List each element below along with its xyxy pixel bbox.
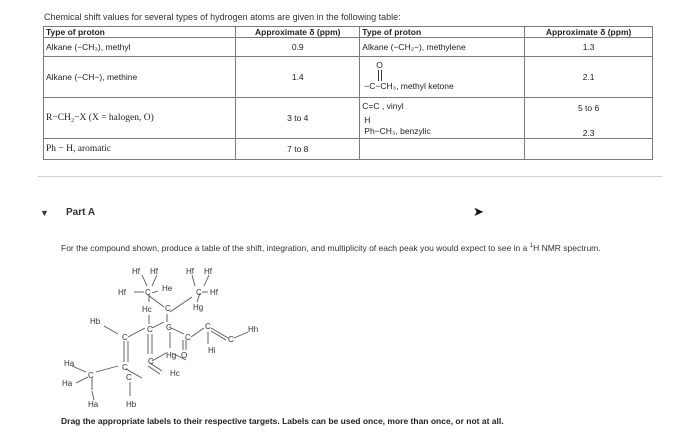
table-row [44,139,653,160]
table-header-row [44,27,653,38]
label-carbon: C [148,357,154,366]
carbonyl-double-bond [378,70,382,81]
label-hf: Hf [186,267,194,276]
benzylic-label: Ph−CH₃, benzylic [364,126,431,136]
label-ha: Ha [64,359,75,368]
cell-empty [360,139,525,160]
label-hg: Hg [193,303,204,312]
label-carbon: C [122,333,128,342]
label-carbon: C [196,288,202,297]
label-carbon: C [185,333,191,342]
cell-shift: 7 to 8 [236,139,360,160]
label-carbon: C [147,325,153,334]
vinyl-label: C=C , vinyl [362,101,404,111]
label-carbon: C [126,373,132,382]
chemical-shift-table [43,26,653,160]
prompt-superscript: 1 [529,243,534,250]
cell-shift: 2.1 [525,57,653,98]
drag-instruction: Drag the appropriate labels to their respective targets. Labels can be used once, more than once, or not at all. [61,416,504,426]
cell-type-vinyl-benzylic [360,98,525,139]
label-hf: Hf [150,267,158,276]
table-intro-text: Chemical shift values for several types of hydrogen atoms are given in the following table: [44,12,401,22]
label-hf: Hf [210,288,218,297]
cell-type: R−CH₂−X (X = halogen, O) [44,98,236,139]
label-he: He [162,284,173,293]
cell-shift-vinyl-benzylic [525,98,653,139]
section-divider [38,176,662,177]
header-approx-shift-1: Approximate δ (ppm) [236,27,360,38]
cell-type: Alkane (−CH−), methine [44,57,236,98]
prompt-text-after: H NMR spectrum. [533,243,601,253]
label-hb: Hb [126,400,137,409]
table-row [44,38,653,57]
label-carbon: C [166,323,172,332]
label-carbon: C [88,371,94,380]
table-row [44,98,653,139]
vinyl-shift: 5 to 6 [577,103,600,113]
vinyl-h-label: H [364,115,371,125]
question-prompt [61,243,601,253]
prompt-text-before: For the compound shown, produce a table of the shift, integration, and multiplicity of each peak you would expect to see in a [61,243,530,253]
collapse-caret-icon[interactable]: ▼ [40,208,49,218]
label-hf: Hf [132,267,140,276]
table-row [44,57,653,98]
header-type-of-proton-1: Type of proton [44,27,236,38]
label-hf: Hf [118,288,126,297]
label-carbon: C [228,335,234,344]
label-hi: Hi [208,346,216,355]
mouse-cursor-icon: ➤ [473,204,484,219]
label-ha: Ha [88,400,99,409]
cell-shift: 1.3 [525,38,653,57]
label-carbon: C [205,322,211,331]
carbonyl-oxygen-label: O [376,60,383,70]
label-hc: Hc [142,305,152,314]
label-hc: Hc [170,369,180,378]
label-hh: Hh [248,325,259,334]
cell-type: Alkane (−CH₃), methyl [44,38,236,57]
label-hg: Hg [166,351,177,360]
cell-shift: 0.9 [236,38,360,57]
cell-empty [525,139,653,160]
cell-type: Alkane (−CH₂−), methylene [360,38,525,57]
cell-type: Ph − H, aromatic [44,139,236,160]
label-carbon: C [122,363,128,372]
benzylic-shift: 2.3 [582,128,595,138]
label-carbon: C [145,288,151,297]
header-type-of-proton-2: Type of proton [360,27,525,38]
label-oxygen: O [181,351,188,360]
cell-shift: 3 to 4 [236,98,360,139]
cell-type-methyl-ketone [360,57,525,98]
header-approx-shift-2: Approximate δ (ppm) [525,27,653,38]
label-carbon: C [165,304,171,313]
part-a-title[interactable]: Part A [66,207,96,218]
label-hb: Hb [90,317,101,326]
label-hf: Hf [204,267,212,276]
label-ha: Ha [62,379,73,388]
cell-shift: 1.4 [236,57,360,98]
molecule-structure [52,262,272,412]
methyl-ketone-label: −C−CH₃, methyl ketone [364,81,454,91]
